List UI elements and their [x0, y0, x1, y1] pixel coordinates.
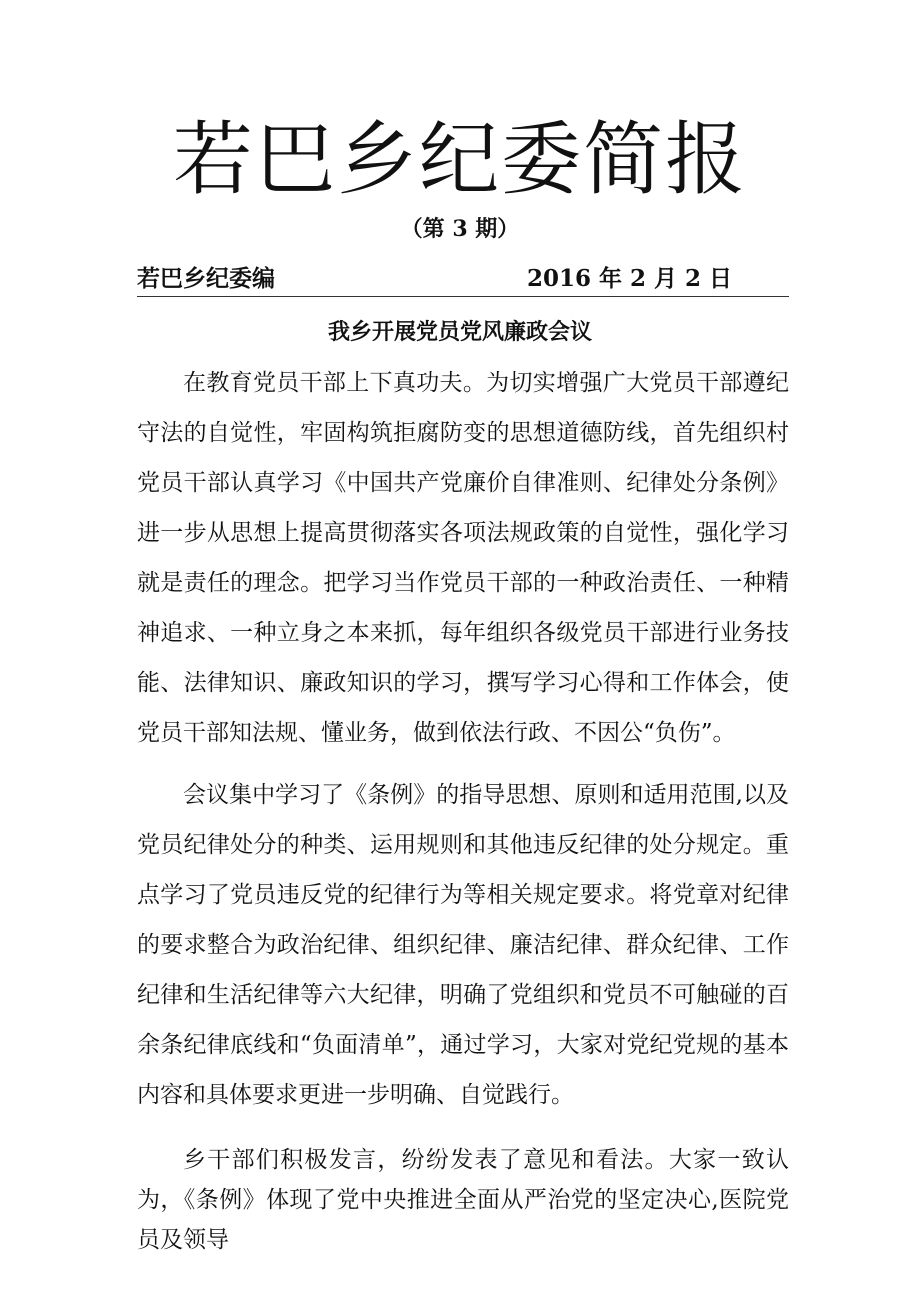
paragraph: 在教育党员干部上下真功夫。为切实增强广大党员干部遵纪守法的自觉性，牢固构筑拒腐防变的思想道德防线，首先组织村党员干部认真学习《中国共产党廉价自律准则、纪律处分条例》进一步从思想上提高贯彻落实各项法规政策的自觉性，强化学习就是责任的理念。把学习当作党员干部的一种政治责任、一种精神追求、一种立身之本来抓，每年组织各级党员干部进行业务技能、法律知识、廉政知识的学习，撰写学习心得和工作体会，使党员干部知法规、懂业务，做到依法行政、不因公“负伤”。 — [137, 370, 789, 746]
paragraph: 乡干部们积极发言，纷纷发表了意见和看法。大家一致认为，《条例》体现了党中央推进全面从严治党的坚定决心,医院党员及领导 — [137, 1147, 789, 1253]
publication-info — [137, 264, 789, 294]
article-title: 我乡开展党员党风廉政会议 — [327, 319, 592, 345]
bulletin-title: 若巴乡纪委简报 — [173, 113, 747, 206]
header-divider — [137, 296, 789, 297]
paragraph: 会议集中学习了《条例》的指导思想、原则和适用范围,以及党员纪律处分的种类、运用规则和其他违反纪律的处分规定。重点学习了党员违反党的纪律行为等相关规定要求。将党章对纪律的要求整合为政治纪律、组织纪律、廉洁纪律、群众纪律、工作纪律和生活纪律等六大纪律，明确了党组织和党员不可触碰的百余条纪律底线和“负面清单”，通过学习，大家对党纪党规的基本内容和具体要求更进一步明确、自觉践行。 — [137, 782, 789, 1108]
article-body — [137, 358, 789, 1260]
issue-number: （第 3 期） — [400, 216, 520, 242]
publish-date: 2016 年 2 月 2 日 — [527, 265, 733, 292]
editor-label: 若巴乡纪委编 — [137, 265, 275, 292]
